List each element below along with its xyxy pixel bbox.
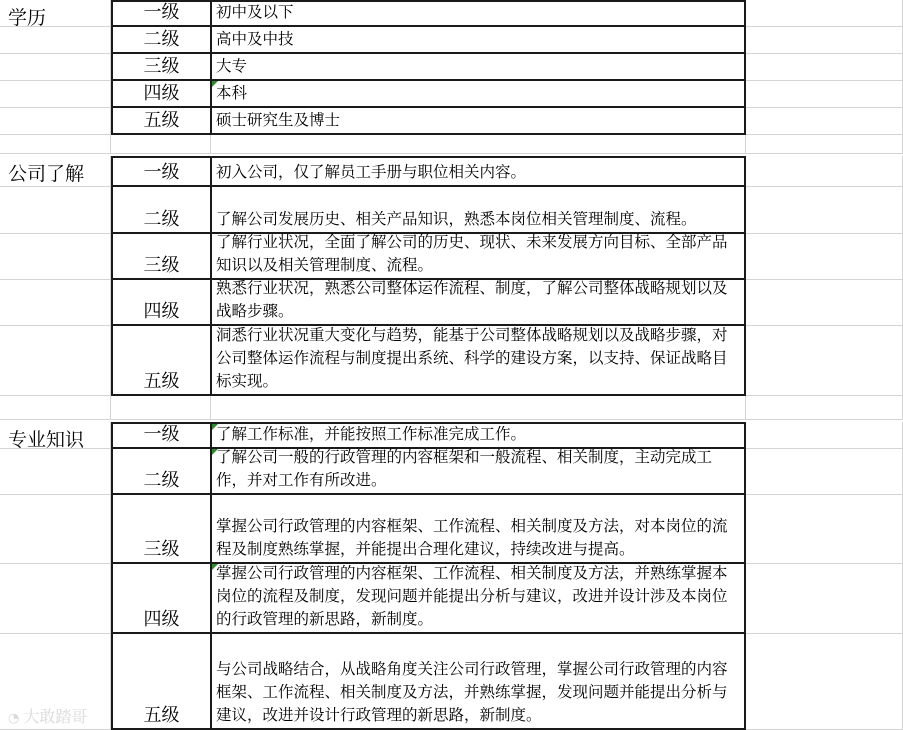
table-row <box>0 54 903 81</box>
description-text: 掌握公司行政管理的内容框架、工作流程、相关制度及方法，对本岗位的流程及制度熟练掌握，并能提出合理化建议，持续改进与提高。 <box>216 517 728 558</box>
description-cell[interactable] <box>211 108 746 135</box>
empty-cell[interactable] <box>211 396 746 420</box>
level-label: 二级 <box>143 209 180 230</box>
description-cell[interactable] <box>211 0 746 27</box>
level-cell[interactable] <box>111 81 211 108</box>
empty-cell[interactable] <box>0 187 111 234</box>
description-text: 熟悉行业状况，熟悉公司整体运作流程、制度，了解公司整体战略规划以及战略步骤。 <box>216 280 728 320</box>
level-cell[interactable] <box>111 280 211 326</box>
table-row <box>0 27 903 54</box>
level-cell[interactable] <box>111 156 211 187</box>
empty-cell[interactable] <box>746 81 903 108</box>
empty-cell[interactable] <box>746 54 903 81</box>
empty-cell[interactable] <box>746 135 903 154</box>
empty-cell[interactable] <box>746 187 903 234</box>
description-text: 与公司战略结合，从战略角度关注公司行政管理，掌握公司行政管理的内容框架、工作流程、相关制度及方法，并熟练掌握，发现问题并能提出分析与建议，改进并设计行政管理的新思路，新制度。 <box>216 660 728 724</box>
empty-cell[interactable] <box>746 156 903 187</box>
table-row <box>0 634 903 730</box>
description-cell[interactable] <box>211 495 746 564</box>
description-cell[interactable] <box>211 187 746 234</box>
level-cell[interactable] <box>111 449 211 495</box>
empty-cell[interactable] <box>746 564 903 634</box>
empty-cell[interactable] <box>111 135 211 154</box>
empty-cell[interactable] <box>0 27 111 54</box>
description-cell[interactable] <box>211 564 746 634</box>
spacer-row <box>0 396 903 420</box>
description-text: 了解公司一般的行政管理的内容框架和一般流程、相关制度，主动完成工作，并对工作有所改进。 <box>216 449 713 489</box>
table-row <box>0 187 903 234</box>
description-text: 高中及中技 <box>216 30 294 48</box>
table-row <box>0 422 903 449</box>
category-label: 学历 <box>8 7 47 27</box>
level-cell[interactable] <box>111 326 211 396</box>
level-cell[interactable] <box>111 27 211 54</box>
category-cell[interactable] <box>0 156 111 187</box>
description-cell[interactable] <box>211 54 746 81</box>
level-label: 五级 <box>143 371 180 392</box>
level-label: 五级 <box>143 110 180 131</box>
description-cell[interactable] <box>211 326 746 396</box>
description-cell[interactable] <box>211 234 746 280</box>
level-cell[interactable] <box>111 187 211 234</box>
level-cell[interactable] <box>111 0 211 27</box>
category-cell[interactable] <box>0 0 111 27</box>
table-row <box>0 108 903 135</box>
category-cell[interactable] <box>0 422 111 449</box>
level-cell[interactable] <box>111 234 211 280</box>
empty-cell[interactable] <box>0 81 111 108</box>
table-row <box>0 495 903 564</box>
level-label: 一级 <box>143 162 180 183</box>
description-cell[interactable] <box>211 280 746 326</box>
empty-cell[interactable] <box>0 108 111 135</box>
empty-cell[interactable] <box>0 135 111 154</box>
description-text: 了解公司发展历史、相关产品知识，熟悉本岗位相关管理制度、流程。 <box>216 210 697 228</box>
table-row <box>0 234 903 280</box>
level-cell[interactable] <box>111 564 211 634</box>
empty-cell[interactable] <box>0 495 111 564</box>
empty-cell[interactable] <box>0 449 111 495</box>
level-label: 三级 <box>143 56 180 77</box>
level-cell[interactable] <box>111 634 211 730</box>
level-label: 三级 <box>143 539 180 560</box>
camera-icon: ◔ <box>8 711 20 726</box>
spacer-row <box>0 135 903 154</box>
description-text: 本科 <box>216 84 248 102</box>
description-cell[interactable] <box>211 422 746 449</box>
table-row <box>0 449 903 495</box>
description-text: 洞悉行业状况重大变化与趋势，能基于公司整体战略规划以及战略步骤，对公司整体运作流程与制度提出系统、科学的建设方案，以支持、保证战略目标实现。 <box>216 326 728 390</box>
level-cell[interactable] <box>111 108 211 135</box>
description-text: 了解行业状况，全面了解公司的历史、现状、未来发展方向目标、全部产品知识以及相关管理制度、流程。 <box>216 234 728 274</box>
category-label: 公司了解 <box>8 163 85 185</box>
description-text: 了解工作标准，并能按照工作标准完成工作。 <box>216 425 527 443</box>
empty-cell[interactable] <box>0 326 111 396</box>
level-cell[interactable] <box>111 422 211 449</box>
empty-cell[interactable] <box>0 280 111 326</box>
empty-cell[interactable] <box>0 396 111 420</box>
empty-cell[interactable] <box>746 422 903 449</box>
empty-cell[interactable] <box>746 495 903 564</box>
empty-cell[interactable] <box>0 234 111 280</box>
empty-cell[interactable] <box>746 449 903 495</box>
description-text: 初入公司，仅了解员工手册与职位相关内容。 <box>216 163 527 181</box>
level-label: 三级 <box>143 255 180 276</box>
level-cell[interactable] <box>111 495 211 564</box>
empty-cell[interactable] <box>746 634 903 730</box>
table-row <box>0 564 903 634</box>
table-row <box>0 81 903 108</box>
watermark <box>8 704 87 727</box>
empty-cell[interactable] <box>746 396 903 420</box>
description-text: 掌握公司行政管理的内容框架、工作流程、相关制度及方法，并熟练掌握本岗位的流程及制度，发现问题并能提出分析与建议，改进并设计涉及本岗位的行政管理的新思路，新制度。 <box>216 564 728 628</box>
watermark-text: 大敢踏哥 <box>23 707 88 726</box>
table-row <box>0 0 903 27</box>
description-cell[interactable] <box>211 81 746 108</box>
empty-cell[interactable] <box>211 135 746 154</box>
empty-cell[interactable] <box>111 396 211 420</box>
description-text: 大专 <box>216 57 248 75</box>
level-label: 一级 <box>143 424 180 445</box>
empty-cell[interactable] <box>746 108 903 135</box>
table-row <box>0 280 903 326</box>
level-label: 二级 <box>143 470 180 491</box>
description-text: 初中及以下 <box>216 3 294 21</box>
description-cell[interactable] <box>211 27 746 54</box>
level-label: 五级 <box>143 705 180 726</box>
description-cell[interactable] <box>211 634 746 730</box>
level-cell[interactable] <box>111 54 211 81</box>
empty-cell[interactable] <box>0 564 111 634</box>
level-label: 一级 <box>143 2 180 23</box>
level-label: 二级 <box>143 29 180 50</box>
description-cell[interactable] <box>211 449 746 495</box>
level-label: 四级 <box>143 609 180 630</box>
category-label: 专业知识 <box>8 429 85 449</box>
empty-cell[interactable] <box>746 27 903 54</box>
description-cell[interactable] <box>211 156 746 187</box>
empty-cell[interactable] <box>0 54 111 81</box>
level-label: 四级 <box>143 301 180 322</box>
description-text: 硕士研究生及博士 <box>216 111 341 129</box>
empty-cell[interactable] <box>746 234 903 280</box>
empty-cell[interactable] <box>746 280 903 326</box>
level-label: 四级 <box>143 83 180 104</box>
table-row <box>0 326 903 396</box>
empty-cell[interactable] <box>746 0 903 27</box>
empty-cell[interactable] <box>746 326 903 396</box>
table-row <box>0 156 903 187</box>
